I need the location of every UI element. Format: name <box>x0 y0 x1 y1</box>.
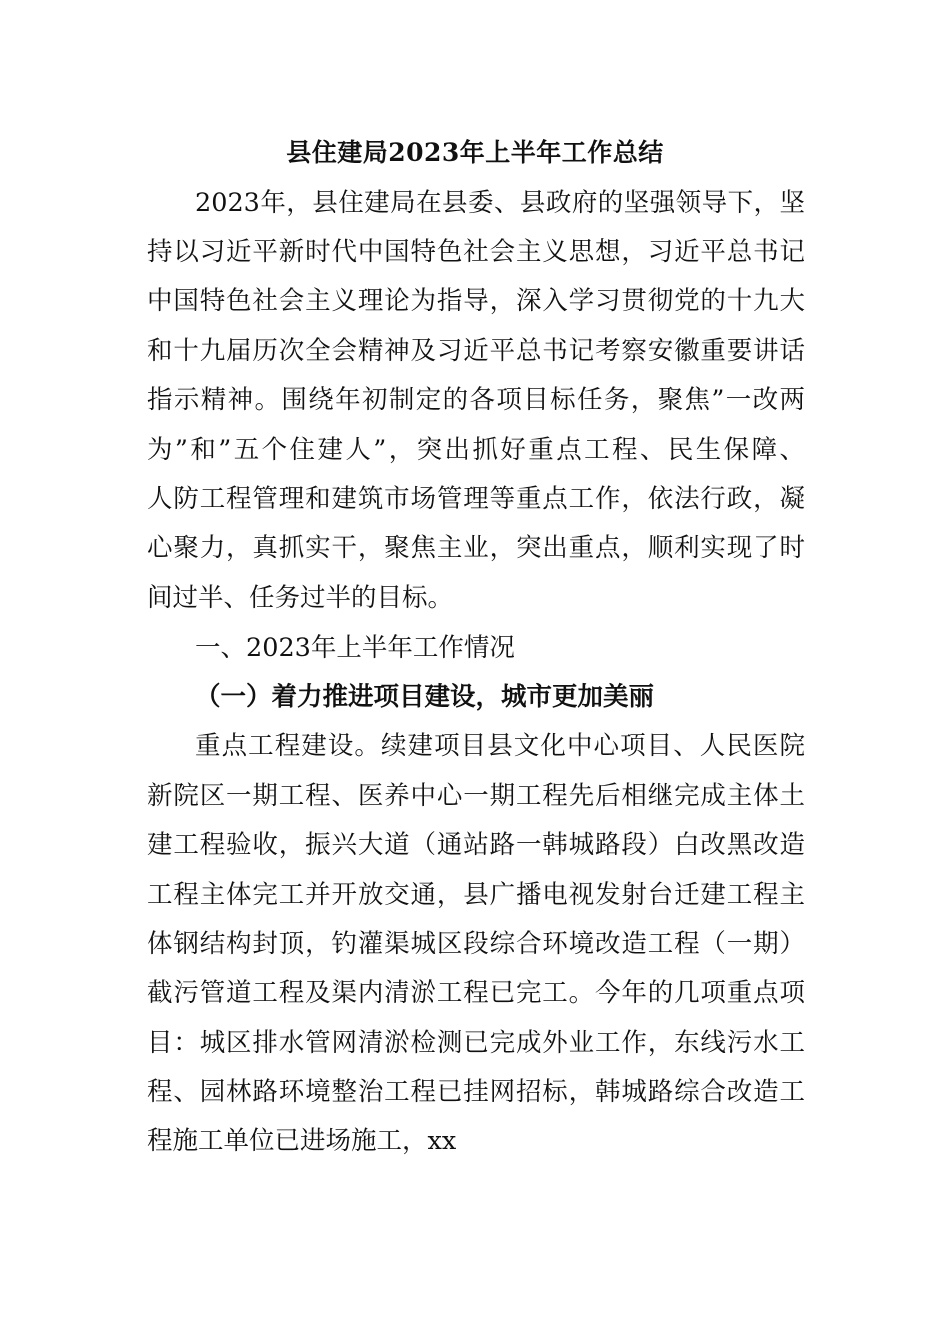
paragraph-line: 为”和”五个住建人”，突出抓好重点工程、民生保障、 <box>147 435 805 465</box>
paragraph-line: 中国特色社会主义理论为指导，深入学习贯彻党的十九大 <box>147 286 805 316</box>
paragraph-line: 新院区一期工程、医养中心一期工程先后相继完成主体土 <box>147 781 805 811</box>
paragraph-line: 间过半、任务过半的目标。 <box>147 583 454 613</box>
paragraph-line: 指示精神。围绕年初制定的各项目标任务，聚焦”一改两 <box>147 385 805 415</box>
paragraph-line: 建工程验收，振兴大道（通站路一韩城路段）白改黑改造 <box>147 830 805 860</box>
section-heading: 一、2023年上半年工作情况 <box>195 633 515 663</box>
paragraph-line: 人防工程管理和建筑市场管理等重点工作，依法行政，凝 <box>147 484 805 514</box>
paragraph-line: 2023年，县住建局在县委、县政府的坚强领导下，坚 <box>195 188 805 218</box>
paragraph-line: 持以习近平新时代中国特色社会主义思想，习近平总书记 <box>147 237 805 267</box>
paragraph-line: 目：城区排水管网清淤检测已完成外业工作，东线污水工 <box>147 1028 805 1058</box>
document-title: 县住建局2023年上半年工作总结 <box>286 138 664 167</box>
subsection-heading: （一）着力推进项目建设，城市更加美丽 <box>195 682 655 712</box>
paragraph-line: 心聚力，真抓实干，聚焦主业，突出重点，顺利实现了时 <box>147 533 805 563</box>
paragraph-line: 工程主体完工并开放交通，县广播电视发射台迁建工程主 <box>147 880 805 910</box>
paragraph-line: 程、园林路环境整治工程已挂网招标，韩城路综合改造工 <box>147 1077 805 1107</box>
paragraph-line: 重点工程建设。续建项目县文化中心项目、人民医院 <box>195 731 805 761</box>
paragraph-line: 体钢结构封顶，钓灌渠城区段综合环境改造工程（一期） <box>147 929 805 959</box>
paragraph-line: 程施工单位已进场施工，xx <box>147 1126 457 1156</box>
paragraph-line: 和十九届历次全会精神及习近平总书记考察安徽重要讲话 <box>147 336 805 366</box>
paragraph-line: 截污管道工程及渠内清淤工程已完工。今年的几项重点项 <box>147 978 805 1008</box>
